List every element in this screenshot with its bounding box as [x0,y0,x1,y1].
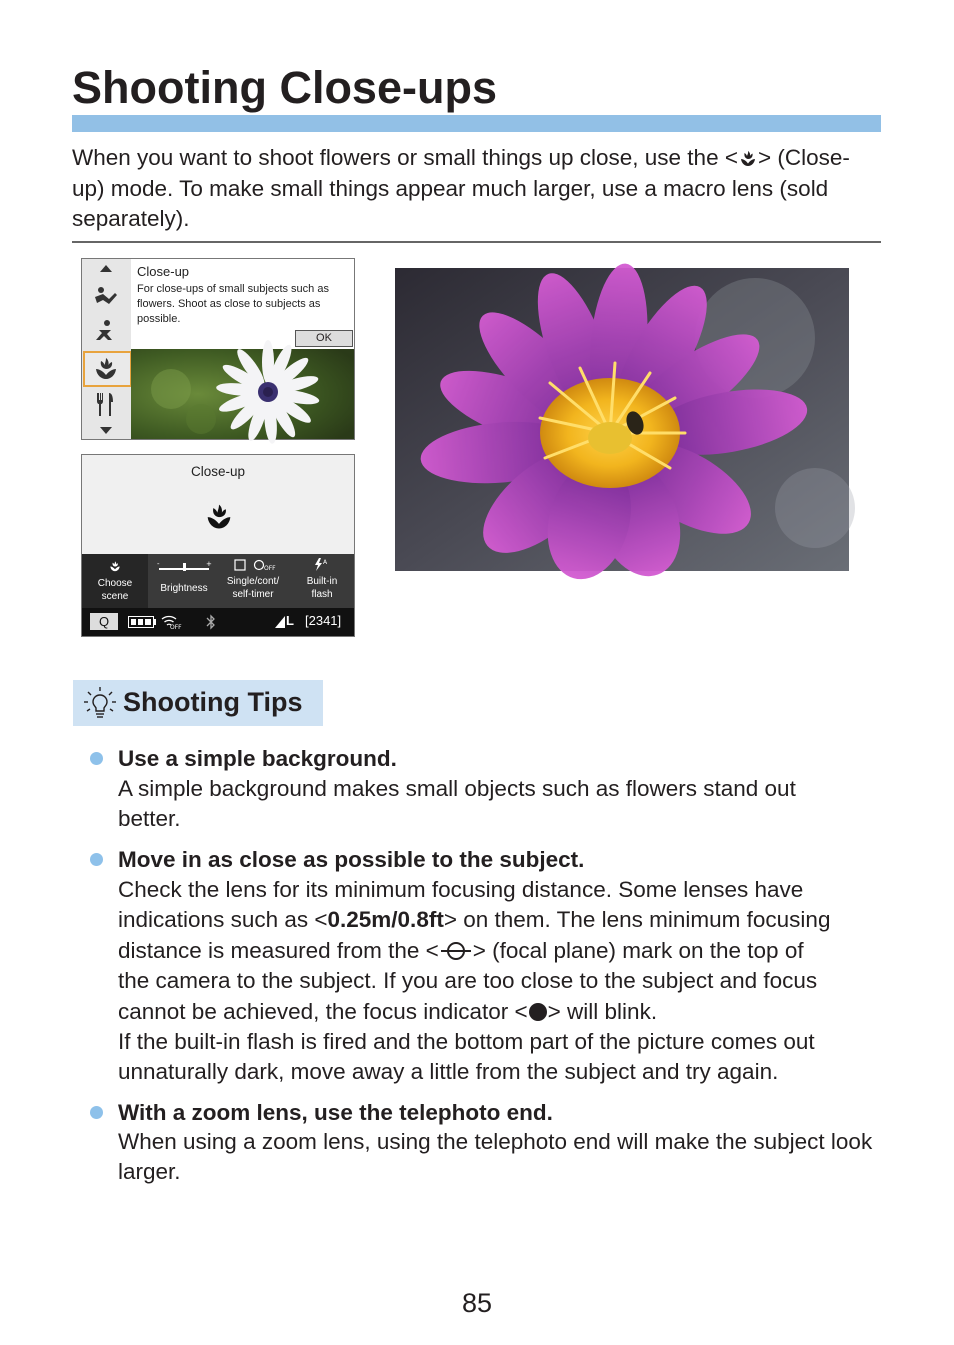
tip-heading: Use a simple background. [118,746,397,771]
scroll-down-icon [100,426,112,434]
mode-name: Close-up [190,464,246,479]
scroll-up-icon [100,265,112,273]
image-quality-icon [275,616,285,628]
mode-select-screen [81,258,355,440]
tip-body: When using a zoom lens, using the telephoto end will make the subject look larger. [118,1129,873,1185]
quick-control-button[interactable]: Q [90,613,118,630]
focal-plane-mark-icon [439,941,473,961]
drive-mode-setting[interactable]: OFF Single/cont/ self-timer [220,554,286,608]
flash-setting[interactable]: A Built-in flash [306,559,338,600]
mode-name: Close-up [137,264,190,279]
bullet-icon [90,853,103,866]
shooting-screen [81,454,355,637]
wifi-off-icon [161,614,183,630]
image-quality-label: L [286,613,294,628]
svg-text:-: - [157,560,160,568]
drive-mode-icon [233,559,276,572]
bluetooth-icon [206,614,216,630]
food-mode-icon [91,389,121,419]
page-title: Shooting Close-ups [72,62,497,113]
closeup-mode-icon[interactable] [91,353,121,383]
brightness-setting[interactable]: - + Brightness [157,560,212,594]
brightness-scale-icon [157,560,211,572]
mode-list [82,259,131,439]
svg-text:OFF: OFF [170,624,182,631]
focus-indicator-icon [528,1002,548,1022]
lightbulb-icon [83,685,117,721]
intro-paragraph: When you want to shoot flowers or small things up close, use the < > (Close-up) mode. To make small things appear much larger, use a macro lens (sold separately). [72,145,850,231]
closeup-mode-icon [738,148,758,168]
svg-text:OFF: OFF [264,565,276,572]
tip-body: A simple background makes small objects such as flowers stand out better. [118,776,796,832]
tip-heading: Move in as close as possible to the subject. [118,847,585,872]
kids-mode-icon [91,283,121,313]
closeup-mode-icon [202,498,236,534]
mode-description: For close-ups of small subjects such as flowers. Shoot as close to subjects as possible. [137,283,329,325]
section-divider [72,241,881,243]
status-bar [82,608,354,636]
quick-control-bar [82,554,354,608]
shots-remaining: [2341] [305,613,342,628]
ok-button[interactable]: OK [295,330,353,347]
svg-text:+: + [206,560,212,568]
tip-body: Check the lens for its minimum focusing distance. Some lenses have indications such as <0.25m/0.8ft> on them. The lens minimum focusing distance is measured from the < > (focal plane) mark on the top of the camera to the subject. If you are too close to the subject and focus cannot be achieved, the focus indicator < > will blink. If the built-in flash is fired and the bottom part of the picture comes out unnaturally dark, move away a little from the subject and try again. [118,877,831,1085]
closeup-mode-icon [108,559,122,573]
tip-heading: With a zoom lens, use the telephoto end. [118,1100,553,1125]
water-lily-photo [395,268,849,571]
sports-mode-icon [91,317,121,347]
title-underline-bar [72,115,881,132]
page-number: 85 [461,1288,493,1318]
bullet-icon [90,752,103,765]
flash-auto-icon [314,558,330,571]
choose-scene-setting[interactable]: Choose scene [82,554,148,608]
svg-text:A: A [323,559,328,566]
bullet-icon [90,1106,103,1119]
sample-flower-image [131,349,354,439]
shooting-tips-heading: Shooting Tips [73,680,323,726]
battery-icon [128,616,156,628]
